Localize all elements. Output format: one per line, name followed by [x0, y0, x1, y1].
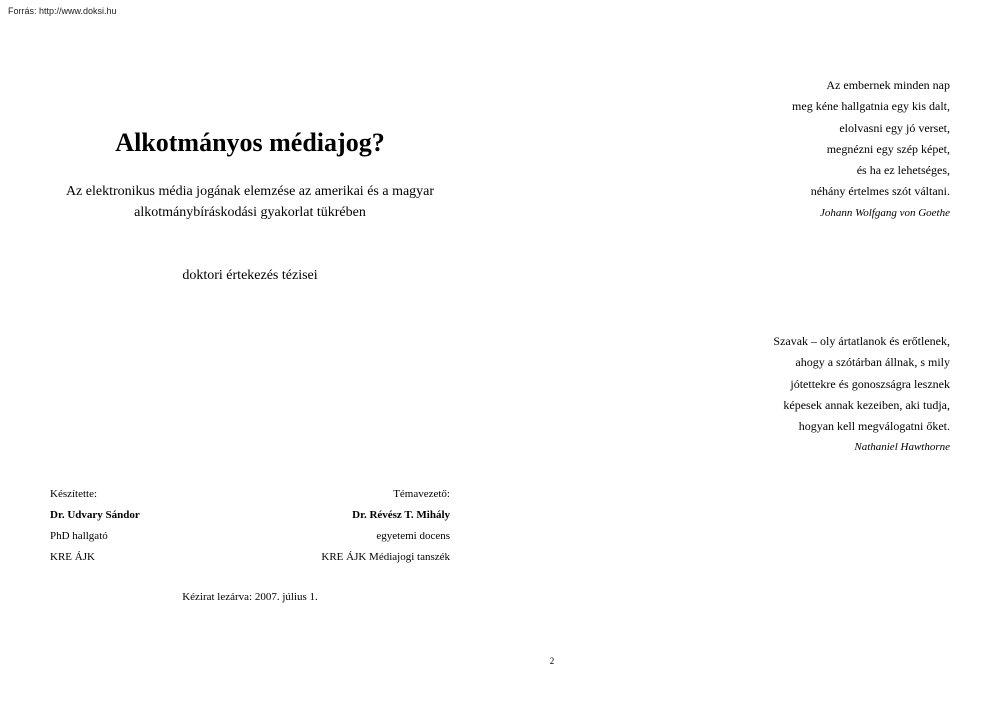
source-line: Forrás: http://www.doksi.hu — [8, 6, 117, 16]
quote-line: Szavak – oly ártatlanok és erőtlenek, — [773, 334, 950, 348]
goethe-quote — [630, 75, 950, 224]
quote-line: néhány értelmes szót váltani. — [810, 184, 950, 199]
quote-line: Az embernek minden nap — [826, 78, 950, 92]
hawthorne-quote — [630, 331, 950, 459]
supervisor-institution: KRE ÁJK Médiajogi tanszék — [321, 551, 450, 563]
supervisor-label: Témavezető: — [393, 488, 450, 500]
quote-line: hogyan kell megválogatni őket. — [798, 419, 950, 434]
quote-line: jótettekre és gonoszságra lesznek — [790, 376, 950, 391]
quote-line: és ha ez lehetséges, — [856, 163, 950, 178]
quote-line: ahogy a szótárban állnak, s mily — [795, 355, 950, 370]
quote-line: megnézni egy szép képet, — [826, 141, 950, 156]
supervisor-name: Dr. Révész T. Mihály — [352, 509, 450, 521]
subtitle-line: Az elektronikus média jogának elemzése az amerikai és a magyar — [65, 184, 435, 199]
author-role: PhD hallgató — [50, 530, 108, 542]
quote-line: képesek annak kezeiben, aki tudja, — [783, 397, 950, 412]
quote-author: Johann Wolfgang von Goethe — [819, 206, 950, 219]
author-label: Készítette: — [50, 488, 98, 500]
supervisor-role: egyetemi docens — [376, 530, 450, 542]
supervisor-block — [250, 484, 450, 568]
document-title: Alkotmányos médiajog? — [115, 128, 385, 157]
page-number: 2 — [549, 656, 555, 666]
author-name: Dr. Udvary Sándor — [50, 509, 140, 521]
document-type: doktori értekezés tézisei — [182, 268, 318, 283]
manuscript-closed-date: Kézirat lezárva: 2007. július 1. — [182, 591, 318, 603]
quote-line: meg kéne hallgatnia egy kis dalt, — [792, 99, 950, 114]
quote-line: elolvasni egy jó verset, — [839, 120, 950, 135]
subtitle-line: alkotmánybíráskodási gyakorlat tükrében — [134, 205, 366, 220]
author-block — [50, 484, 140, 568]
quote-author: Nathaniel Hawthorne — [854, 441, 950, 454]
author-institution: KRE ÁJK — [50, 551, 95, 563]
document-subtitle — [40, 181, 460, 223]
